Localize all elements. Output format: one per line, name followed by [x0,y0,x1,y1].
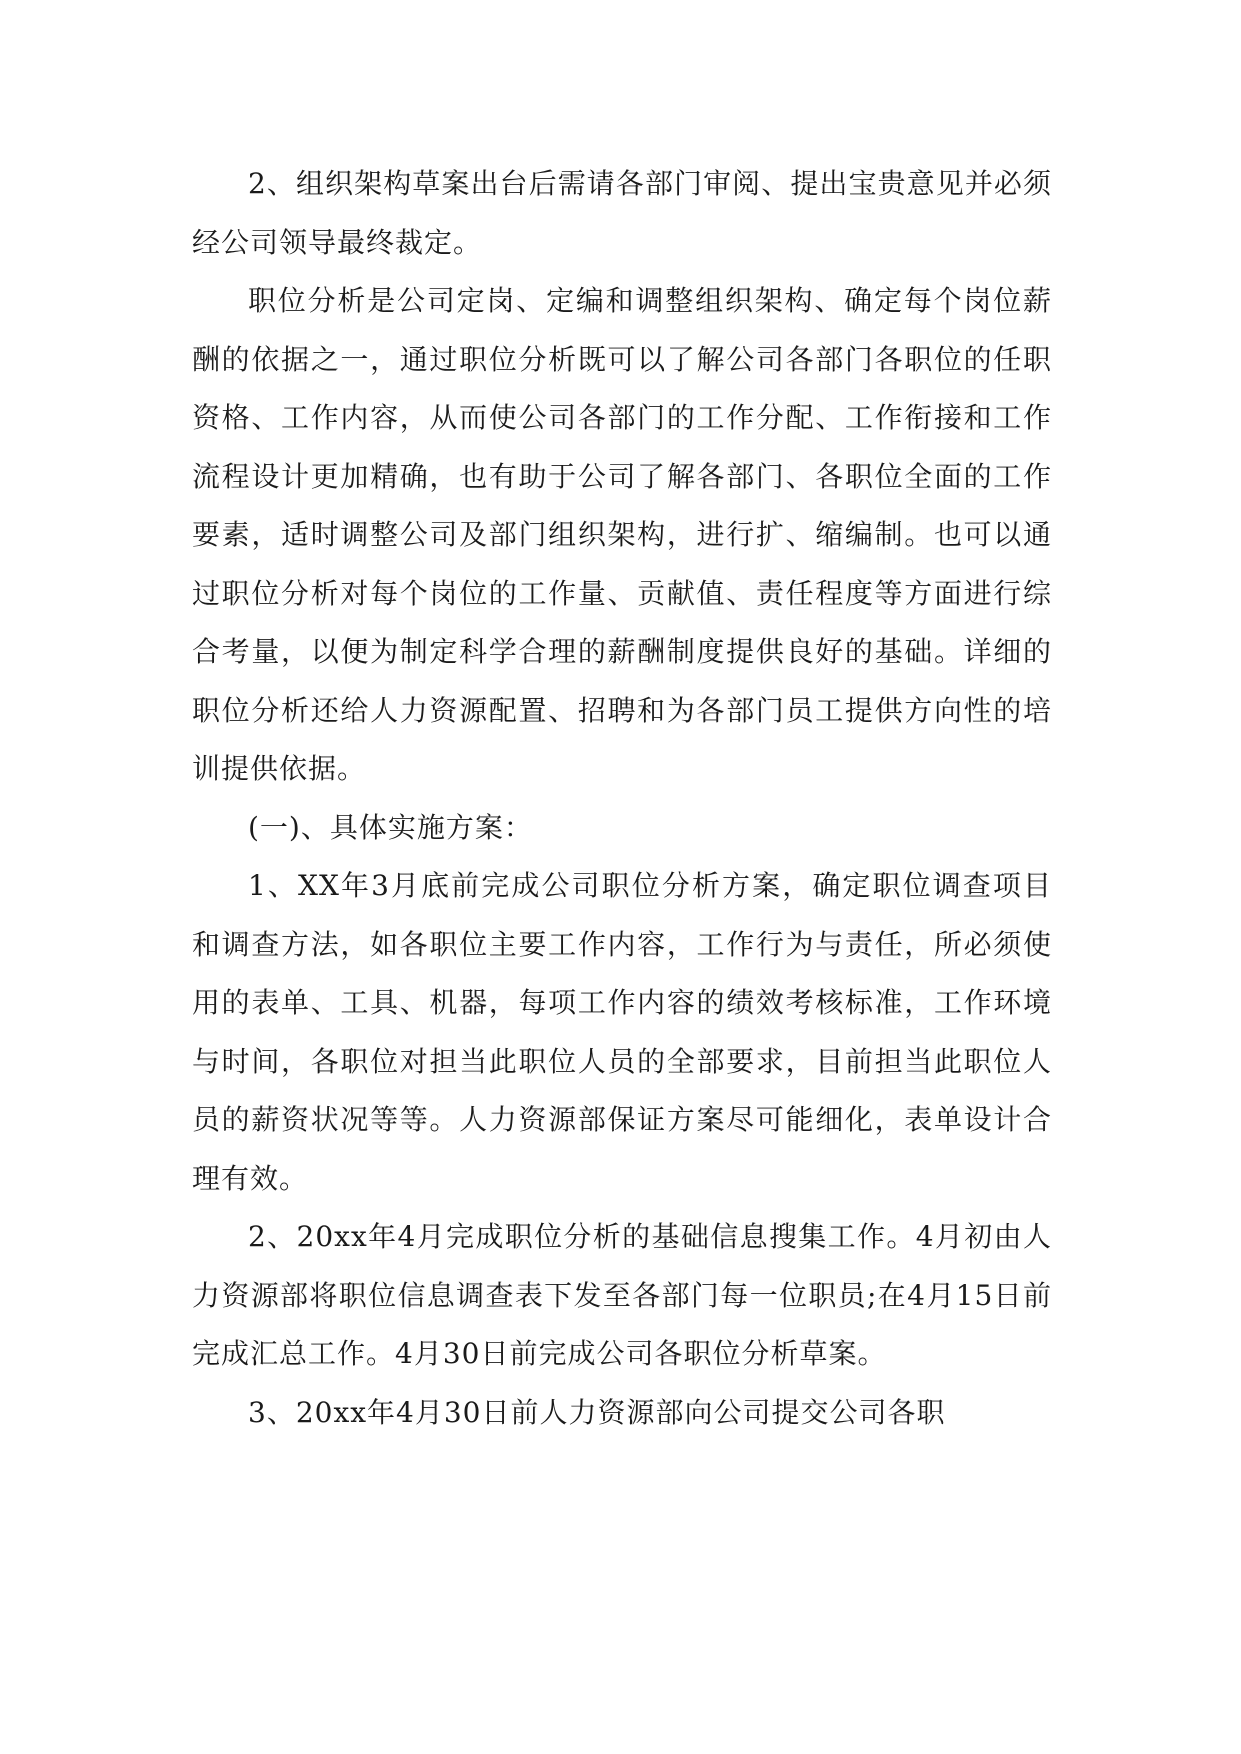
paragraph-2: 职位分析是公司定岗、定编和调整组织架构、确定每个岗位薪酬的依据之一，通过职位分析既可以了解公司各部门各职位的任职资格、工作内容，从而使公司各部门的工作分配、工作衔接和工作流程设计更加精确，也有助于公司了解各部门、各职位全面的工作要素，适时调整公司及部门组织架构，进行扩、缩编制。也可以通过职位分析对每个岗位的工作量、贡献值、责任程度等方面进行综合考量，以便为制定科学合理的薪酬制度提供良好的基础。详细的职位分析还给人力资源配置、招聘和为各部门员工提供方向性的培训提供依据。 [192,284,1052,785]
paragraph-3: (一)、具体实施方案： [248,810,533,844]
document-body [192,155,1052,1442]
paragraph-1: 2、组织架构草案出台后需请各部门审阅、提出宝贵意见并必须经公司领导最终裁定。 [192,167,1052,259]
paragraph-5: 2、20xx年4月完成职位分析的基础信息搜集工作。4月初由人力资源部将职位信息调查表下发至各部门每一位职员;在4月15日前完成汇总工作。4月30日前完成公司各职位分析草案。 [192,1220,1052,1370]
paragraph-4: 1、XX年3月底前完成公司职位分析方案，确定职位调查项目和调查方法，如各职位主要工作内容，工作行为与责任，所必须使用的表单、工具、机器，每项工作内容的绩效考核标准，工作环境与时间，各职位对担当此职位人员的全部要求，目前担当此职位人员的薪资状况等等。人力资源部保证方案尽可能细化，表单设计合理有效。 [192,869,1052,1195]
paragraph-6: 3、20xx年4月30日前人力资源部向公司提交公司各职 [248,1395,946,1429]
